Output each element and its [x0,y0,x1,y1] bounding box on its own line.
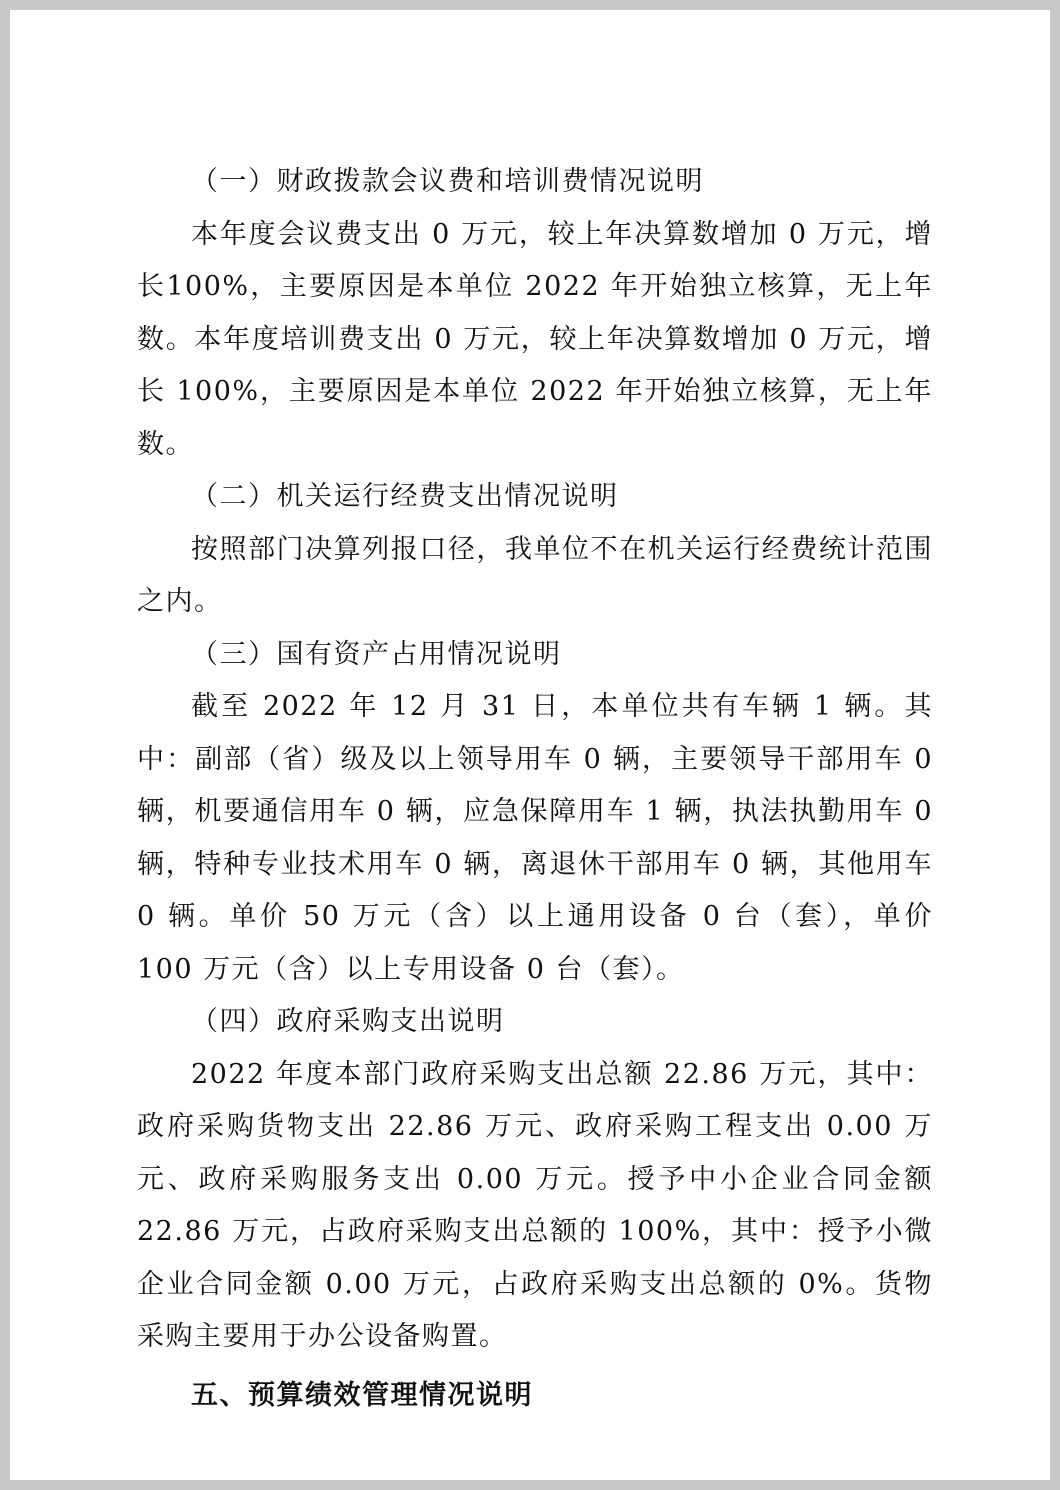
paragraph-operating-expenses: 按照部门决算列报口径，我单位不在机关运行经费统计范围之内。 [137,533,933,617]
document-page [10,10,1050,1480]
subheading-operating-expenses: （二）机关运行经费支出情况说明 [191,481,619,512]
subheading-meeting-training-fees: （一）财政拨款会议费和培训费情况说明 [191,166,704,197]
paragraph-meeting-training-fees: 本年度会议费支出 0 万元，较上年决算数增加 0 万元，增长100%，主要原因是本单位 2022 年开始独立核算，无上年数。本年度培训费支出 0 万元，较上年决算数增加 0 万元，增长 100%，主要原因是本单位 2022 年开始独立核算，无上年数。 [137,218,933,460]
subheading-government-procurement: （四）政府采购支出说明 [191,1006,505,1037]
paragraph-state-assets: 截至 2022 年 12 月 31 日，本单位共有车辆 1 辆。其中：副部（省）级及以上领导用车 0 辆，主要领导干部用车 0 辆，机要通信用车 0 辆，应急保障用车 1 辆，执法执勤用车 0 辆，特种专业技术用车 0 辆，离退休干部用车 0 辆，其他用车 0 辆。单价 50 万元（含）以上通用设备 0 台（套），单价 100 万元（含）以上专用设备 0 台（套）。 [137,691,933,985]
subheading-state-assets: （三）国有资产占用情况说明 [191,638,562,670]
document-body [137,156,933,1422]
section-heading-performance-management: 五、预算绩效管理情况说明 [191,1379,533,1411]
paragraph-government-procurement: 2022 年度本部门政府采购支出总额 22.86 万元，其中：政府采购货物支出 22.86 万元、政府采购工程支出 0.00 万元、政府采购服务支出 0.00 万元。授予中小企业合同金额 22.86 万元，占政府采购支出总额的 100%，其中：授予小微企业合同金额 0.00 万元，占政府采购支出总额的 0%。货物采购主要用于办公设备购置。 [137,1058,933,1352]
